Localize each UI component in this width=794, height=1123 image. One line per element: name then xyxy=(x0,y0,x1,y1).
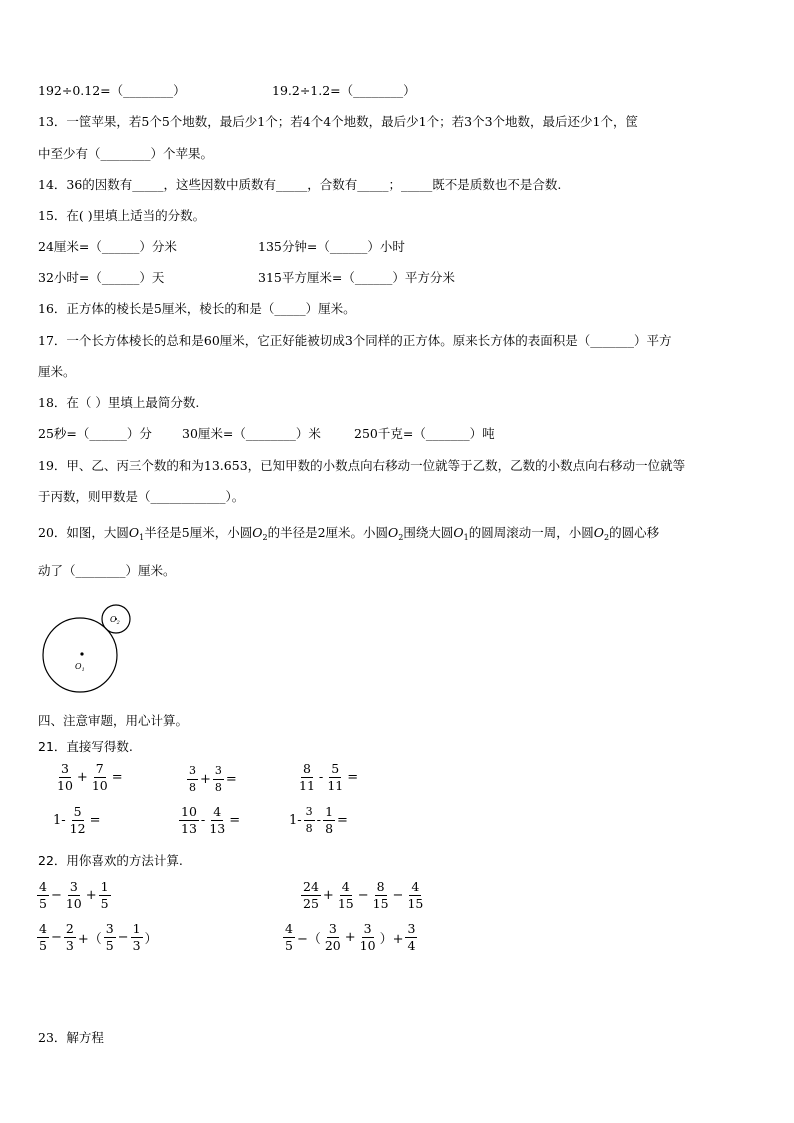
q12-a: 192÷0.12=（________） xyxy=(38,83,186,98)
q18-c: 250千克=（_______）吨 xyxy=(354,426,495,441)
q17-line2: 厘米。 xyxy=(38,364,76,379)
q21-expr6: 1- 3 8 - $\frac{1}{8}$ = xyxy=(289,804,348,836)
small-circle-label: $O_2$ xyxy=(110,615,120,626)
q19-line1: 19．甲、乙、丙三个数的和为13.653，已知甲数的小数点向右移动一位就等于乙数，乙数的小数点向右移动一位就等 xyxy=(38,458,686,473)
q14-line: 14．36的因数有_____，这些因数中质数有_____，合数有_____；_____既不是质数也不是合数. xyxy=(38,177,562,192)
circles-figure xyxy=(38,598,138,698)
q22-expr3: 4 5 − $\frac{2}{3}$ +（ 3 5 − $\frac{1}{3}$ ） xyxy=(39,921,158,953)
q13-line1: 13．一筐苹果，若5个5个地数，最后少1个；若4个4个地数，最后少1个；若3个3个地数，最后还少1个，筐 xyxy=(38,114,638,129)
q18-b: 30厘米=（________）米 xyxy=(182,426,321,441)
q15-c: 32小时=（______）天 xyxy=(38,270,165,285)
q16-line: 16．正方体的棱长是5厘米，棱长的和是（_____）厘米。 xyxy=(38,301,356,316)
q21-expr5: 10 13 - $\frac{4}{13}$ = xyxy=(181,804,241,836)
q22-expr2: 24 25 + $\frac{4}{15}$ − $\frac{8}{15}$ − $\frac{4}{15}$ xyxy=(303,879,424,911)
q20-line2: 动了（________）厘米。 xyxy=(38,563,176,578)
q19-line2: 于丙数，则甲数是（____________）。 xyxy=(38,489,245,504)
q20-line1: 20．如图，大圆$O_1$半径是5厘米，小圆$O_2$的半径是2厘米。小圆$O_2$围绕大圆$O_1$的圆周滚动一周，小圆$O_2$的圆心移 xyxy=(38,525,660,542)
q12-line xyxy=(38,82,186,100)
q15-title: 15．在( )里填上适当的分数。 xyxy=(38,208,206,223)
big-circle-center xyxy=(80,652,83,655)
q13-line2: 中至少有（________）个苹果。 xyxy=(38,146,214,161)
q21-expr4: 1- $\frac{5}{12}$ = xyxy=(53,804,101,836)
q23-title: 23．解方程 xyxy=(38,1030,104,1045)
q21-title: 21．直接写得数. xyxy=(38,739,133,754)
q21-expr3: 8 11 - $\frac{5}{11}$ = xyxy=(299,761,359,793)
q18-a: 25秒=（______）分 xyxy=(38,426,152,441)
q15-d: 315平方厘米=（______）平方分米 xyxy=(258,270,455,285)
q15-b: 135分钟=（______）小时 xyxy=(258,239,405,254)
big-circle-label: $O_1$ xyxy=(75,662,85,673)
q15-a: 24厘米=（______）分米 xyxy=(38,239,177,254)
q21-expr1: 3 10 + $\frac{7}{10}$ = xyxy=(57,761,123,793)
q22-expr1: 4 5 − $\frac{3}{10}$ + $\frac{1}{5}$ xyxy=(39,879,109,911)
q21-expr2: 3 8 + $\frac{3}{8}$ = xyxy=(189,764,237,794)
q22-expr4: 4 5 −（ 3 20 + $\frac{3}{10}$ ）+ $\frac{3}{4}$ xyxy=(285,921,416,953)
q22-title: 22．用你喜欢的方法计算. xyxy=(38,853,183,868)
q18-title: 18．在（ ）里填上最简分数. xyxy=(38,395,200,410)
section-heading: 四、注意审题，用心计算。 xyxy=(38,713,189,728)
q12-b: 19.2÷1.2=（________） xyxy=(272,83,416,98)
q17-line1: 17．一个长方体棱长的总和是60厘米，它正好能被切成3个同样的正方体。原来长方体的表面积是（_______）平方 xyxy=(38,333,672,348)
